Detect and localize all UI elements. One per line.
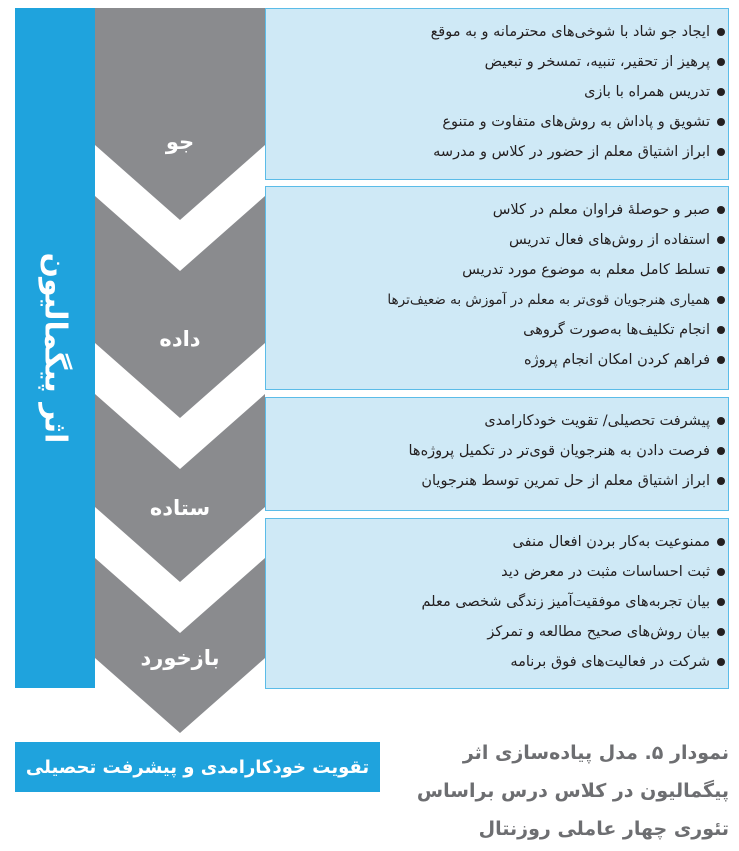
list-item: تدریس همراه با بازی	[272, 77, 710, 107]
list-item: بیان تجربه‌های موفقیت‌آمیز زندگی شخصی معلم	[272, 587, 710, 617]
list-item: صبر و حوصلهٔ فراوان معلم در کلاس	[272, 195, 710, 225]
stage-label-setade: ستاده	[149, 496, 211, 520]
list-item: پرهیز از تحقیر، تنبیه، تمسخر و تبعیض	[272, 47, 710, 77]
list-item: ایجاد جو شاد با شوخی‌های محترمانه و به موقع	[272, 17, 710, 47]
figure-caption: نمودار ۵. مدل پیاده‌سازی اثر پیگمالیون در کلاس درس براساس تئوری چهار عاملی روزنتال	[416, 742, 729, 840]
list-item: ابراز اشتیاق معلم از حل تمرین توسط هنرجویان	[272, 466, 710, 496]
list-item: بیان روش‌های صحیح مطالعه و تمرکز	[272, 617, 710, 647]
side-title: اثر پیگمالیون	[37, 252, 73, 444]
list-item: ابراز اشتیاق معلم از حضور در کلاس و مدرسه	[272, 137, 710, 167]
list-item: فراهم کردن امکان انجام پروژه	[272, 345, 710, 375]
stage-box-jo	[265, 8, 729, 180]
stage-box-setade	[265, 397, 729, 511]
outcome-bar: تقویت خودکارامدی و پیشرفت تحصیلی	[15, 742, 380, 792]
list-item: تسلط کامل معلم به موضوع مورد تدریس	[272, 255, 710, 285]
chevron-jo	[95, 8, 265, 220]
list-item: انجام تکلیف‌ها به‌صورت گروهی	[272, 315, 710, 345]
list-item: استفاده از روش‌های فعال تدریس	[272, 225, 710, 255]
chevron-setade	[95, 394, 265, 582]
stage-box-dade	[265, 186, 729, 390]
list-item: ممنوعیت به‌کار بردن افعال منفی	[272, 527, 710, 557]
stage-label-dade: داده	[159, 327, 201, 351]
chevron-dade	[95, 196, 265, 418]
list-item: تشویق و پاداش به روش‌های متفاوت و متنوع	[272, 107, 710, 137]
list-item: شرکت در فعالیت‌های فوق برنامه	[272, 647, 710, 677]
list-item: همیاری هنرجویان قوی‌تر به معلم در آموزش به ضعیف‌ترها	[272, 285, 710, 315]
list-item: فرصت دادن به هنرجویان قوی‌تر در تکمیل پروژه‌ها	[272, 436, 710, 466]
list-item: پیشرفت تحصیلی/ تقویت خودکارامدی	[272, 406, 710, 436]
stage-label-bazkhord: بازخورد	[140, 646, 220, 670]
list-item: ثبت احساسات مثبت در معرض دید	[272, 557, 710, 587]
stage-label-jo: جو	[165, 130, 195, 154]
stage-box-bazkhord	[265, 518, 729, 689]
